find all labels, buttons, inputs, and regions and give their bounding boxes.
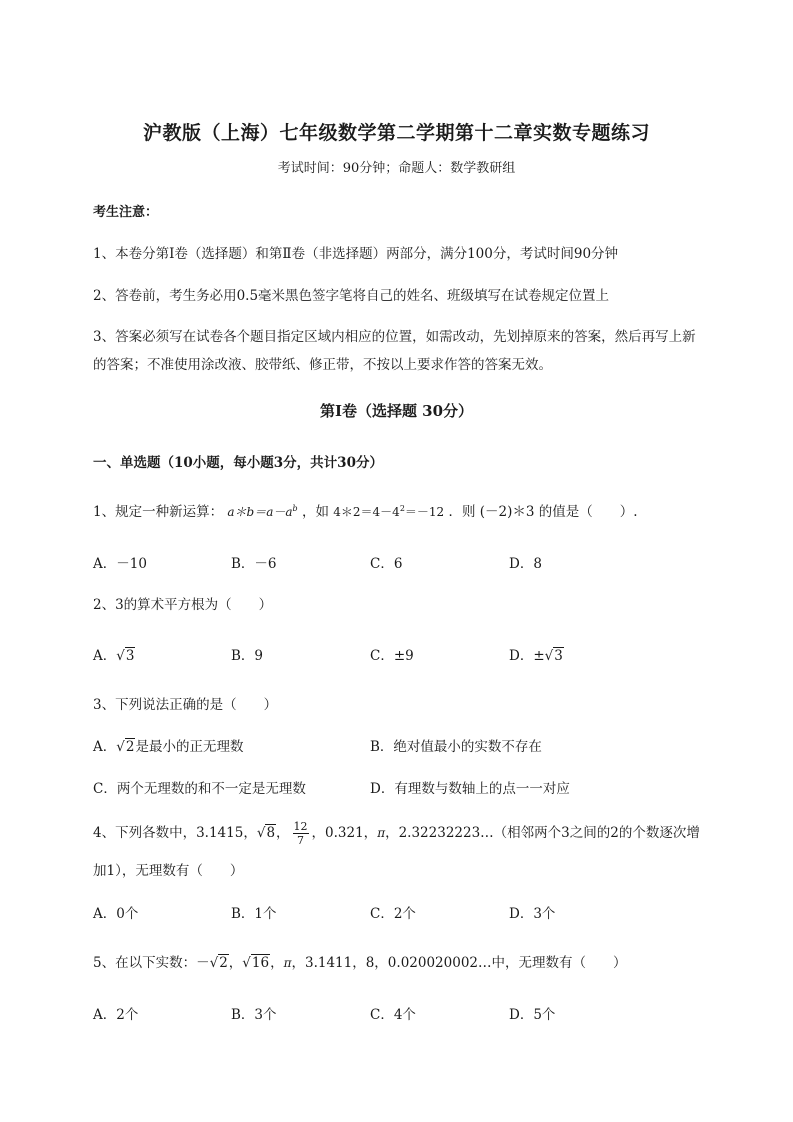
sqrt-symbol: √3 <box>544 648 563 664</box>
q2-option-a-radicand: 3 <box>125 648 135 664</box>
q3-option-a[interactable] <box>93 735 243 755</box>
q5-radicand-1: 2 <box>219 955 228 971</box>
q1-mid: ，如 <box>301 504 329 520</box>
q5-option-d[interactable]: D．5个 <box>509 1007 556 1023</box>
q3-option-a-radicand: 2 <box>125 739 135 755</box>
exam-info: 考试时间：90分钟；命题人：数学教研组 <box>277 161 516 176</box>
question-5-stem <box>93 951 627 971</box>
q4-radicand-1: 8 <box>266 825 276 841</box>
q1-option-b[interactable]: B．－6 <box>231 556 277 572</box>
q1-example-text: 4＊2＝4－4 <box>333 505 400 519</box>
q2-option-b[interactable]: B．9 <box>231 648 264 664</box>
page-title: 沪教版（上海）七年级数学第二学期第十二章实数专题练习 <box>142 122 650 144</box>
notice-item-3: 3、答案必须写在试卷各个题目指定区域内相应的位置，如需改动，先划掉原来的答案，然后再写上新 <box>93 329 696 345</box>
q2-option-c[interactable]: C．±9 <box>370 648 414 664</box>
q1-op-text: a＊b＝a－a <box>227 505 293 519</box>
sqrt-symbol: √3 <box>116 648 135 664</box>
q2-option-d-label: D．± <box>509 648 545 664</box>
q4-option-b[interactable]: B．1个 <box>231 906 277 922</box>
q5-option-a[interactable]: A．2个 <box>93 1007 139 1023</box>
q1-example <box>333 505 444 519</box>
q1-operation <box>227 505 297 519</box>
q5-sep-2: ， <box>270 955 284 971</box>
q1-example-tail: ＝－12 <box>404 505 445 519</box>
question-4-stem-cont: 加1），无理数有（ ） <box>93 863 244 879</box>
q1-op-sup: b <box>292 504 298 513</box>
q5-option-b[interactable]: B．3个 <box>231 1007 277 1023</box>
section-title: 第I卷（选择题 30分） <box>319 402 474 420</box>
question-3-stem: 3、下列说法正确的是（ ） <box>93 697 278 713</box>
q1-prefix: 1、规定一种新运算： <box>93 504 224 520</box>
q4-tail: ，2.32232223…（相邻两个3之间的2的个数逐次增 <box>385 825 700 841</box>
sqrt-symbol: √2 <box>116 739 135 755</box>
q5-sep-1: ， <box>228 955 243 971</box>
q3-option-a-label: A． <box>93 739 117 755</box>
sqrt-symbol: √16 <box>242 955 270 971</box>
notice-item-3-cont: 的答案；不准使用涂改液、胶带纸、修正带，不按以上要求作答的答案无效。 <box>93 357 552 373</box>
q1-example-sup: 2 <box>399 504 405 513</box>
sqrt-symbol: √8 <box>256 825 276 841</box>
q4-sep-1: ， <box>276 825 290 841</box>
q5-pi: π <box>283 956 292 970</box>
q5-option-c[interactable]: C．4个 <box>370 1007 416 1023</box>
q2-option-d[interactable] <box>509 644 564 664</box>
q3-option-a-text: 是最小的正无理数 <box>135 739 244 755</box>
q4-pi: π <box>377 826 386 840</box>
q3-option-c[interactable]: C．两个无理数的和不一定是无理数 <box>93 781 306 797</box>
q1-then: ．则 <box>448 504 476 520</box>
q4-fraction <box>293 820 309 847</box>
notice-item-1: 1、本卷分第I卷（选择题）和第Ⅱ卷（非选择题）两部分，满分100分，考试时间90分钟 <box>93 246 619 262</box>
q4-after-fraction: ，0.321， <box>311 825 378 841</box>
q4-option-d[interactable]: D．3个 <box>509 906 556 922</box>
q2-option-d-radicand: 3 <box>554 648 563 664</box>
q1-option-d[interactable]: D．8 <box>509 556 542 572</box>
q1-option-c[interactable]: C．6 <box>370 556 403 572</box>
question-2-stem: 2、3的算术平方根为（ ） <box>93 597 273 613</box>
q5-radicand-2: 16 <box>251 955 270 971</box>
q4-option-c[interactable]: C．2个 <box>370 906 416 922</box>
q3-option-d[interactable]: D．有理数与数轴上的点一一对应 <box>370 781 570 797</box>
q1-expr: (－2)＊3 <box>479 504 535 520</box>
question-1-stem <box>93 500 638 520</box>
notice-heading: 考生注意： <box>93 205 159 220</box>
q1-option-a[interactable]: A．－10 <box>93 556 147 572</box>
q5-tail: ，3.1411，8，0.020020002…中，无理数有（ ） <box>291 955 627 971</box>
q5-prefix: 5、在以下实数：－ <box>93 955 210 971</box>
q1-tail: 的值是（ ）. <box>538 504 638 520</box>
q2-option-a[interactable] <box>93 644 135 664</box>
q4-prefix: 4、下列各数中，3.1415， <box>93 825 257 841</box>
question-4-stem <box>93 820 700 847</box>
q2-option-a-label: A． <box>93 648 117 664</box>
q3-option-b[interactable]: B．绝对值最小的实数不存在 <box>370 739 542 755</box>
part-heading: 一、单选题（10小题，每小题3分，共计30分） <box>93 455 383 471</box>
q4-option-a[interactable]: A．0个 <box>93 906 139 922</box>
q4-fraction-denominator: 7 <box>297 834 305 847</box>
sqrt-symbol: √2 <box>209 955 228 971</box>
notice-item-2: 2、答卷前，考生务必用0.5毫米黑色签字笔将自己的姓名、班级填写在试卷规定位置上 <box>93 288 610 304</box>
q4-fraction-numerator: 12 <box>293 820 308 833</box>
